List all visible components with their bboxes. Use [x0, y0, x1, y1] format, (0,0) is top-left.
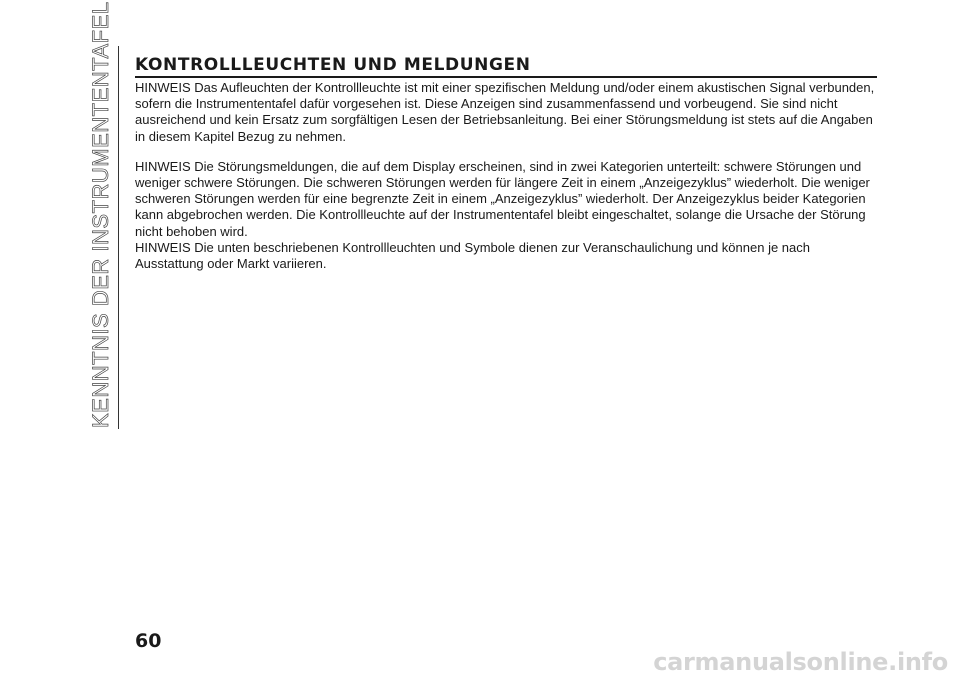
watermark-text: carmanualsonline.info [653, 648, 948, 676]
note-paragraph-1: HINWEIS Das Aufleuchten der Kontrollleuchte ist mit einer spezifischen Meldung und/oder einem akustischen Signal verbunden, sofern die Instrumententafel dafür vorgesehen ist. Diese Anzeigen sind zusammenfassend und vorbeugend. Sie sind nicht ausreichend und kein Ersatz zum sorgfältigen Lesen der Betriebsanleitung. Bei einer Störungsmeldung ist stets auf die Angaben in diesem Kapitel Bezug zu nehmen. [135, 80, 875, 144]
note-paragraph-3: HINWEIS Die unten beschriebenen Kontrollleuchten und Symbole dienen zur Veranschaulichung und können je nach Ausstattung oder Markt variieren. [135, 239, 810, 272]
chapter-side-divider [118, 46, 119, 429]
section-heading: KONTROLLLEUCHTEN UND MELDUNGEN [135, 55, 531, 75]
body-text [135, 80, 880, 272]
chapter-side-title: KENNTNIS DER INSTRUMENTENTAFEL [88, 1, 113, 428]
page-number: 60 [135, 630, 162, 652]
heading-underline [135, 76, 877, 78]
note-paragraph-2: HINWEIS Die Störungsmeldungen, die auf dem Display erscheinen, sind in zwei Kategorien unterteilt: schwere Störungen und weniger schwere Störungen. Die schweren Störungen werden für längere Zeit in einem „Anzeigezyklus” wiederholt. Die weniger schweren Störungen werden für eine begrenzte Zeit in einem „Anzeigezyklus” wiederholt. Der Anzeigezyklus beider Kategorien kann abgebrochen werden. Die Kontrollleuchte auf der Instrumententafel bleibt eingeschaltet, solange die Ursache der Störung nicht behoben wird. [135, 158, 870, 239]
